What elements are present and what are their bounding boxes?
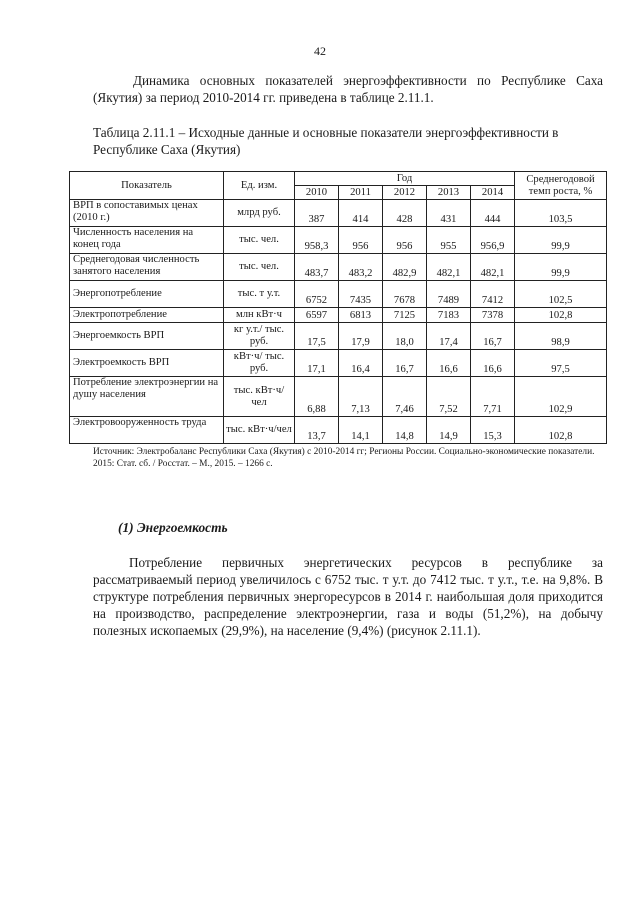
header-growth: Среднегодовой темп роста, %	[515, 172, 607, 200]
table-source-note: Источник: Электробаланс Республики Саха (Якутия) с 2010-2014 гг; Регионы России. Социально-экономические показатели. 2015: Стат. сб. / Росстат. – М., 2015. – 1266 с.	[93, 447, 595, 469]
row-value: 956	[383, 227, 427, 254]
row-value: 7678	[383, 281, 427, 308]
row-value: 482,9	[383, 254, 427, 281]
row-value: 7,52	[427, 377, 471, 417]
row-value: 13,7	[295, 417, 339, 444]
row-value: 483,2	[339, 254, 383, 281]
row-value: 15,3	[471, 417, 515, 444]
row-unit: тыс. т у.т.	[224, 281, 295, 308]
row-growth: 99,9	[515, 227, 607, 254]
row-indicator: Энергоемкость ВРП	[70, 323, 224, 350]
row-indicator: ВРП в сопоставимых ценах (2010 г.)	[70, 200, 224, 227]
row-unit: кВт·ч/ тыс. руб.	[224, 350, 295, 377]
table-row	[70, 323, 607, 350]
row-indicator: Электропотребление	[70, 308, 224, 323]
row-value: 7125	[383, 308, 427, 323]
row-value: 482,1	[471, 254, 515, 281]
row-value: 6813	[339, 308, 383, 323]
row-value: 444	[471, 200, 515, 227]
row-value: 482,1	[427, 254, 471, 281]
row-value: 414	[339, 200, 383, 227]
row-value: 956,9	[471, 227, 515, 254]
row-growth: 102,8	[515, 308, 607, 323]
table-row	[70, 350, 607, 377]
row-value: 16,4	[339, 350, 383, 377]
row-value: 6,88	[295, 377, 339, 417]
row-value: 7378	[471, 308, 515, 323]
row-value: 14,9	[427, 417, 471, 444]
row-value: 7,71	[471, 377, 515, 417]
section-heading: (1) Энергоемкость	[118, 520, 228, 535]
row-unit: тыс. кВт·ч/ чел	[224, 377, 295, 417]
row-value: 6597	[295, 308, 339, 323]
row-value: 958,3	[295, 227, 339, 254]
row-indicator: Потребление электроэнергии на душу населения	[70, 377, 224, 417]
table-row	[70, 254, 607, 281]
row-value: 956	[339, 227, 383, 254]
row-growth: 98,9	[515, 323, 607, 350]
row-value: 6752	[295, 281, 339, 308]
row-value: 7435	[339, 281, 383, 308]
table-row	[70, 377, 607, 417]
table-row	[70, 227, 607, 254]
header-year: 2010	[295, 186, 339, 200]
row-value: 16,6	[427, 350, 471, 377]
row-value: 16,7	[383, 350, 427, 377]
row-growth: 97,5	[515, 350, 607, 377]
row-value: 18,0	[383, 323, 427, 350]
table-row	[70, 308, 607, 323]
row-growth: 102,8	[515, 417, 607, 444]
intro-paragraph: Динамика основных показателей энергоэффективности по Республике Саха (Якутия) за период 2010-2014 гг. приведена в таблице 2.11.1.	[93, 73, 603, 105]
header-year: 2013	[427, 186, 471, 200]
row-indicator: Электровооруженность труда	[70, 417, 224, 444]
row-indicator: Электроемкость ВРП	[70, 350, 224, 377]
header-unit: Ед. изм.	[224, 172, 295, 200]
row-value: 17,9	[339, 323, 383, 350]
row-value: 7,46	[383, 377, 427, 417]
row-indicator: Энергопотребление	[70, 281, 224, 308]
row-value: 14,8	[383, 417, 427, 444]
row-unit: тыс. кВт·ч/чел	[224, 417, 295, 444]
row-growth: 103,5	[515, 200, 607, 227]
page-number: 42	[314, 44, 326, 58]
row-value: 955	[427, 227, 471, 254]
row-indicator: Среднегодовая численность занятого населения	[70, 254, 224, 281]
row-unit: кг у.т./ тыс. руб.	[224, 323, 295, 350]
row-value: 7489	[427, 281, 471, 308]
row-value: 17,4	[427, 323, 471, 350]
table-row	[70, 200, 607, 227]
row-value: 7183	[427, 308, 471, 323]
row-unit: млрд руб.	[224, 200, 295, 227]
row-value: 7,13	[339, 377, 383, 417]
row-indicator: Численность населения на конец года	[70, 227, 224, 254]
energy-efficiency-table	[69, 171, 607, 444]
row-unit: тыс. чел.	[224, 227, 295, 254]
header-year: 2011	[339, 186, 383, 200]
header-year: 2012	[383, 186, 427, 200]
row-growth: 99,9	[515, 254, 607, 281]
row-growth: 102,9	[515, 377, 607, 417]
row-value: 483,7	[295, 254, 339, 281]
row-value: 17,1	[295, 350, 339, 377]
header-indicator: Показатель	[70, 172, 224, 200]
row-growth: 102,5	[515, 281, 607, 308]
header-year-group: Год	[295, 172, 515, 186]
row-value: 16,6	[471, 350, 515, 377]
row-value: 7412	[471, 281, 515, 308]
row-value: 14,1	[339, 417, 383, 444]
row-value: 431	[427, 200, 471, 227]
section-paragraph: Потребление первичных энергетических ресурсов в республике за рассматриваемый период увеличилось с 6752 тыс. т у.т. до 7412 тыс. т у.т., т.е. на 9,8%. В структуре потребления первичных энергоресурсов в 2014 г. наибольшая доля приходится на производство, распределение электроэнергии, газа и воды (51,2%), на добычу полезных ископаемых (29,9%), на население (9,4%) (рисунок 2.11.1).	[93, 555, 603, 638]
header-year: 2014	[471, 186, 515, 200]
row-unit: тыс. чел.	[224, 254, 295, 281]
table-caption: Таблица 2.11.1 – Исходные данные и основные показатели энергоэффективности в Республике Саха (Якутия)	[93, 125, 559, 157]
row-value: 428	[383, 200, 427, 227]
table-row	[70, 417, 607, 444]
row-value: 16,7	[471, 323, 515, 350]
row-value: 387	[295, 200, 339, 227]
row-value: 17,5	[295, 323, 339, 350]
row-unit: млн кВт·ч	[224, 308, 295, 323]
table-row	[70, 281, 607, 308]
